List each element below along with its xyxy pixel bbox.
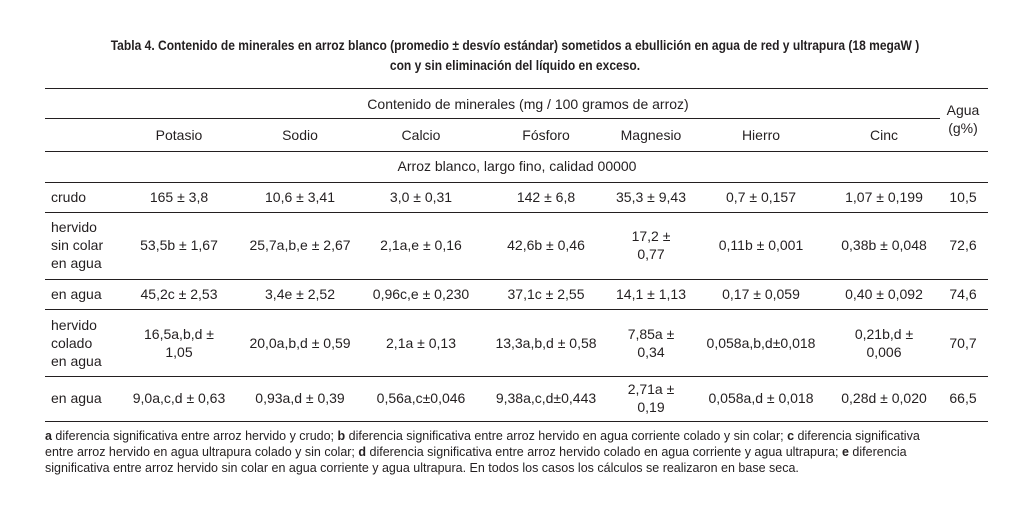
row-rule-4: [45, 376, 988, 377]
header-group-rule: [45, 118, 940, 119]
row-2-cell-5-line-2: 0,77: [637, 246, 665, 262]
row-3-water: 74,6: [949, 286, 977, 302]
row-4-cell-5-line-1: 7,85a ±: [627, 326, 675, 342]
row-rule-1: [45, 212, 988, 213]
footnote-line-1: [45, 428, 1005, 444]
column-header-2: Sodio: [282, 127, 318, 143]
footnote-key-a: a: [45, 429, 52, 443]
row-2-cell-6-line-1: 0,11b ± 0,001: [718, 237, 804, 253]
row-5-cell-7-line-1: 0,28d ± 0,020: [841, 390, 927, 406]
row-4-label-line-3: en agua: [51, 353, 102, 369]
row-5-cell-5-line-1: 2,71a ±: [627, 381, 675, 397]
row-3-cell-5-line-1: 14,1 ± 1,13: [616, 286, 686, 302]
row-3-cell-1-line-1: 45,2c ± 2,53: [140, 286, 218, 302]
row-5-label-line-1: en agua: [51, 390, 102, 406]
caption-line-1: Tabla 4. Contenido de minerales en arroz blanco (promedio ± desvío estándar) sometidos a ebullición en agua de red y ultrapura (18 megaW ): [110, 37, 920, 53]
footnote-key-b: b: [337, 429, 346, 443]
row-2-cell-1-line-1: 53,5b ± 1,67: [140, 237, 218, 253]
row-1-cell-2-line-1: 10,6 ± 3,41: [265, 189, 335, 205]
row-4-cell-1-line-2: 1,05: [165, 344, 193, 360]
footnote-text-e-1: diferencia: [848, 445, 907, 459]
footnote-text-b: diferencia significativa entre arroz hervido en agua corriente colado y sin colar;: [345, 429, 788, 443]
water-header-unit: (g%): [948, 120, 978, 136]
table-top-rule: [45, 88, 988, 89]
footnote-key-e: e: [842, 445, 849, 459]
row-5-cell-5-line-2: 0,19: [637, 399, 665, 415]
row-4-cell-4-line-1: 13,3a,b,d ± 0,58: [495, 335, 597, 351]
row-1-cell-6-line-1: 0,7 ± 0,157: [726, 189, 796, 205]
row-4-cell-3-line-1: 2,1a ± 0,13: [386, 335, 456, 351]
row-5-cell-3-line-1: 0,56a,c±0,046: [376, 390, 466, 406]
row-4-cell-2-line-1: 20,0a,b,d ± 0,59: [249, 335, 351, 351]
row-2-cell-4-line-1: 42,6b ± 0,46: [507, 237, 585, 253]
footnote-key-d: d: [358, 445, 367, 459]
row-4-cell-7-line-1: 0,21b,d ±: [854, 326, 914, 342]
footnote-text-c-1: diferencia significativa: [794, 429, 920, 443]
table-footnote: [45, 428, 1005, 476]
column-header-5: Magnesio: [620, 127, 682, 143]
row-2-label-line-2: sin colar: [51, 237, 104, 253]
table-caption: [107, 35, 924, 75]
row-5-cell-4-line-1: 9,38a,c,d±0,443: [495, 390, 597, 406]
row-3-cell-2-line-1: 3,4e ± 2,52: [265, 286, 335, 302]
row-3-cell-4-line-1: 37,1c ± 2,55: [507, 286, 585, 302]
column-header-1: Potasio: [155, 127, 203, 143]
caption-line-2: con y sin eliminación del líquido en exceso.: [389, 57, 641, 73]
water-header: Agua: [946, 102, 980, 118]
row-rule-3: [45, 309, 988, 310]
row-5-cell-6-line-1: 0,058a,d ± 0,018: [708, 390, 814, 406]
row-4-label-line-2: colado: [51, 335, 93, 351]
row-2-label-line-1: hervido: [51, 219, 97, 235]
row-1-cell-4-line-1: 142 ± 6,8: [516, 189, 576, 205]
column-header-7: Cinc: [869, 127, 898, 143]
row-4-cell-1-line-1: 16,5a,b,d ±: [144, 326, 214, 342]
row-2-cell-5-line-1: 17,2 ±: [631, 228, 671, 244]
footnote-line-2: [45, 444, 1005, 460]
section-title-rule: [45, 182, 988, 183]
footnote-text-c-2: entre arroz hervido en agua ultrapura colado y sin colar;: [45, 445, 359, 459]
row-4-label-line-1: hervido: [51, 317, 97, 333]
row-1-cell-5-line-1: 35,3 ± 9,43: [616, 189, 686, 205]
row-1-cell-1-line-1: 165 ± 3,8: [149, 189, 209, 205]
row-4-water: 70,7: [949, 335, 977, 351]
row-5-cell-1-line-1: 9,0a,c,d ± 0,63: [132, 390, 226, 406]
column-header-6: Hierro: [741, 127, 781, 143]
row-4-cell-6-line-1: 0,058a,b,d±0,018: [706, 335, 816, 351]
footnote-text-d: diferencia significativa entre arroz hervido colado en agua corriente y agua ultrapura;: [366, 445, 842, 459]
header-bottom-rule: [45, 151, 988, 152]
row-2-cell-3-line-1: 2,1a,e ± 0,16: [380, 237, 462, 253]
footnote-text-e-2: significativa entre arroz hervido sin colar en agua corriente y agua ultrapura. En todos los casos los cálculos se realizaron en base seca.: [45, 461, 799, 475]
row-2-water: 72,6: [949, 237, 977, 253]
row-3-cell-6-line-1: 0,17 ± 0,059: [722, 286, 800, 302]
row-3-cell-7-line-1: 0,40 ± 0,092: [845, 286, 923, 302]
row-rule-2: [45, 279, 988, 280]
table-bottom-rule: [45, 421, 988, 422]
footnote-text-a: diferencia significativa entre arroz hervido y crudo;: [51, 429, 338, 443]
group-header: Contenido de minerales (mg / 100 gramos de arroz): [367, 96, 689, 112]
row-1-cell-7-line-1: 1,07 ± 0,199: [845, 189, 923, 205]
section-title: Arroz blanco, largo fino, calidad 00000: [397, 158, 637, 174]
row-5-water: 66,5: [949, 390, 977, 406]
row-1-cell-3-line-1: 3,0 ± 0,31: [389, 189, 453, 205]
footnote-key-c: c: [787, 429, 795, 443]
column-header-4: Fósforo: [522, 127, 570, 143]
row-5-cell-2-line-1: 0,93a,d ± 0,39: [255, 390, 345, 406]
row-3-label-line-1: en agua: [51, 286, 102, 302]
row-1-water: 10,5: [949, 189, 977, 205]
row-4-cell-5-line-2: 0,34: [637, 344, 665, 360]
column-header-3: Calcio: [401, 127, 441, 143]
footnote-line-3: [45, 460, 1005, 476]
row-3-cell-3-line-1: 0,96c,e ± 0,230: [372, 286, 470, 302]
row-2-cell-2-line-1: 25,7a,b,e ± 2,67: [249, 237, 351, 253]
row-2-label-line-3: en agua: [51, 255, 102, 271]
row-2-cell-7-line-1: 0,38b ± 0,048: [841, 237, 927, 253]
row-1-label-line-1: crudo: [51, 189, 87, 205]
row-4-cell-7-line-2: 0,006: [866, 344, 902, 360]
